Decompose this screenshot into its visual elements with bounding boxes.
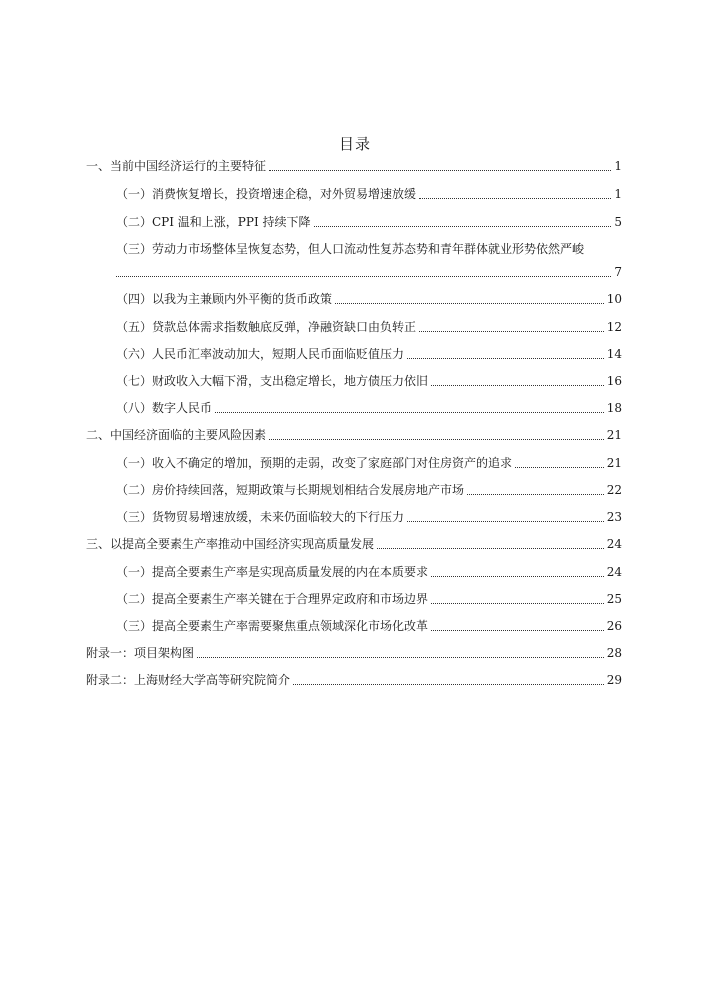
- toc-entry-continuation[interactable]: [116, 261, 622, 281]
- toc-leader-dots: [431, 603, 604, 604]
- toc-entry-text: （三）提高全要素生产率需要聚焦重点领域深化市场化改革: [116, 619, 429, 633]
- toc-leader-dots: [419, 331, 604, 332]
- toc-leader-dots: [431, 630, 604, 631]
- toc-entry[interactable]: [116, 183, 622, 203]
- toc-entry-text: （六）人民币汇率波动加大，短期人民币面临贬值压力: [116, 347, 405, 361]
- toc-page-number: 5: [614, 215, 622, 229]
- toc-page-number: 29: [606, 673, 622, 687]
- toc-entry[interactable]: [116, 561, 622, 581]
- toc-page-number: 22: [606, 483, 622, 497]
- toc-leader-dots: [335, 303, 604, 304]
- toc-entry-text: （二）提高全要素生产率关键在于合理界定政府和市场边界: [116, 592, 429, 606]
- toc-entry[interactable]: [86, 424, 622, 444]
- toc-leader-dots: [197, 657, 604, 658]
- toc-entry[interactable]: [86, 155, 622, 175]
- toc-entry-text: （一）提高全要素生产率是实现高质量发展的内在本质要求: [116, 565, 429, 579]
- toc-entry-text: （五）贷款总体需求指数触底反弹，净融资缺口由负转正: [116, 320, 417, 334]
- toc-leader-dots: [377, 548, 604, 549]
- toc-leader-dots: [467, 494, 604, 495]
- toc-leader-dots: [419, 198, 611, 199]
- toc-entry-text: 二、中国经济面临的主要风险因素: [86, 428, 267, 442]
- toc-page-number: 24: [606, 537, 622, 551]
- toc-page-number: 26: [606, 619, 622, 633]
- toc-entry[interactable]: [116, 288, 622, 308]
- toc-page-number: 21: [606, 456, 622, 470]
- toc-entry[interactable]: [116, 211, 622, 231]
- toc-page-number: 7: [614, 265, 622, 279]
- toc-entry[interactable]: [116, 588, 622, 608]
- toc-entry[interactable]: [86, 669, 622, 689]
- toc-page-number: 1: [614, 187, 622, 201]
- toc-entry-text: （四）以我为主兼顾内外平衡的货币政策: [116, 292, 333, 306]
- toc-leader-dots: [431, 385, 604, 386]
- toc-entry[interactable]: [116, 452, 622, 472]
- toc-entry-text: 附录一：项目架构图: [86, 646, 195, 660]
- toc-entry-text: （三）劳动力市场整体呈恢复态势，但人口流动性复苏态势和青年群体就业形势依然严峻: [116, 242, 585, 256]
- toc-entry[interactable]: [116, 316, 622, 336]
- toc-entry-text: （八）数字人民币: [116, 401, 213, 415]
- toc-page-number: 1: [614, 159, 622, 173]
- toc-entry[interactable]: [86, 533, 622, 553]
- toc-page-number: 21: [606, 428, 622, 442]
- toc-leader-dots: [431, 576, 604, 577]
- toc-page-number: 28: [606, 646, 622, 660]
- toc-leader-dots: [407, 521, 604, 522]
- toc-entry-text: （一）收入不确定的增加，预期的走弱，改变了家庭部门对住房资产的追求: [116, 456, 513, 470]
- toc-entry[interactable]: [116, 479, 622, 499]
- toc-leader-dots: [116, 276, 611, 277]
- page-title: 目录: [338, 135, 371, 153]
- toc-entry-text: 附录二：上海财经大学高等研究院简介: [86, 673, 291, 687]
- toc-entry-text: （二）房价持续回落，短期政策与长期规划相结合发展房地产市场: [116, 483, 465, 497]
- toc-entry[interactable]: [116, 506, 622, 526]
- toc-entry[interactable]: [86, 642, 622, 662]
- toc-leader-dots: [407, 358, 604, 359]
- toc-leader-dots: [515, 467, 604, 468]
- toc-entry-text: （一）消费恢复增长，投资增速企稳，对外贸易增速放缓: [116, 187, 417, 201]
- toc-entry-text: （二）CPI 温和上涨，PPI 持续下降: [116, 215, 311, 229]
- toc-entry[interactable]: [116, 615, 622, 635]
- toc-leader-dots: [269, 170, 611, 171]
- toc-page-number: 10: [606, 292, 622, 306]
- toc-leader-dots: [314, 226, 612, 227]
- toc-entry[interactable]: [116, 370, 622, 390]
- toc-page-number: 14: [606, 347, 622, 361]
- toc-entry-text: （七）财政收入大幅下滑，支出稳定增长，地方债压力依旧: [116, 374, 429, 388]
- toc-page-number: 18: [606, 401, 622, 415]
- toc-page-number: 12: [606, 320, 622, 334]
- toc-entry-text: 三、以提高全要素生产率推动中国经济实现高质量发展: [86, 537, 375, 551]
- toc-page-number: 25: [606, 592, 622, 606]
- toc-leader-dots: [293, 684, 604, 685]
- toc-entry[interactable]: [116, 397, 622, 417]
- toc-entry-text: 一、当前中国经济运行的主要特征: [86, 159, 267, 173]
- toc-entry[interactable]: [116, 238, 622, 258]
- toc-entry[interactable]: [116, 343, 622, 363]
- toc-entry-text: （三）货物贸易增速放缓，未来仍面临较大的下行压力: [116, 510, 405, 524]
- toc-leader-dots: [215, 412, 604, 413]
- toc-page-number: 16: [606, 374, 622, 388]
- toc-leader-dots: [269, 439, 604, 440]
- toc-page-number: 24: [606, 565, 622, 579]
- toc-page-number: 23: [606, 510, 622, 524]
